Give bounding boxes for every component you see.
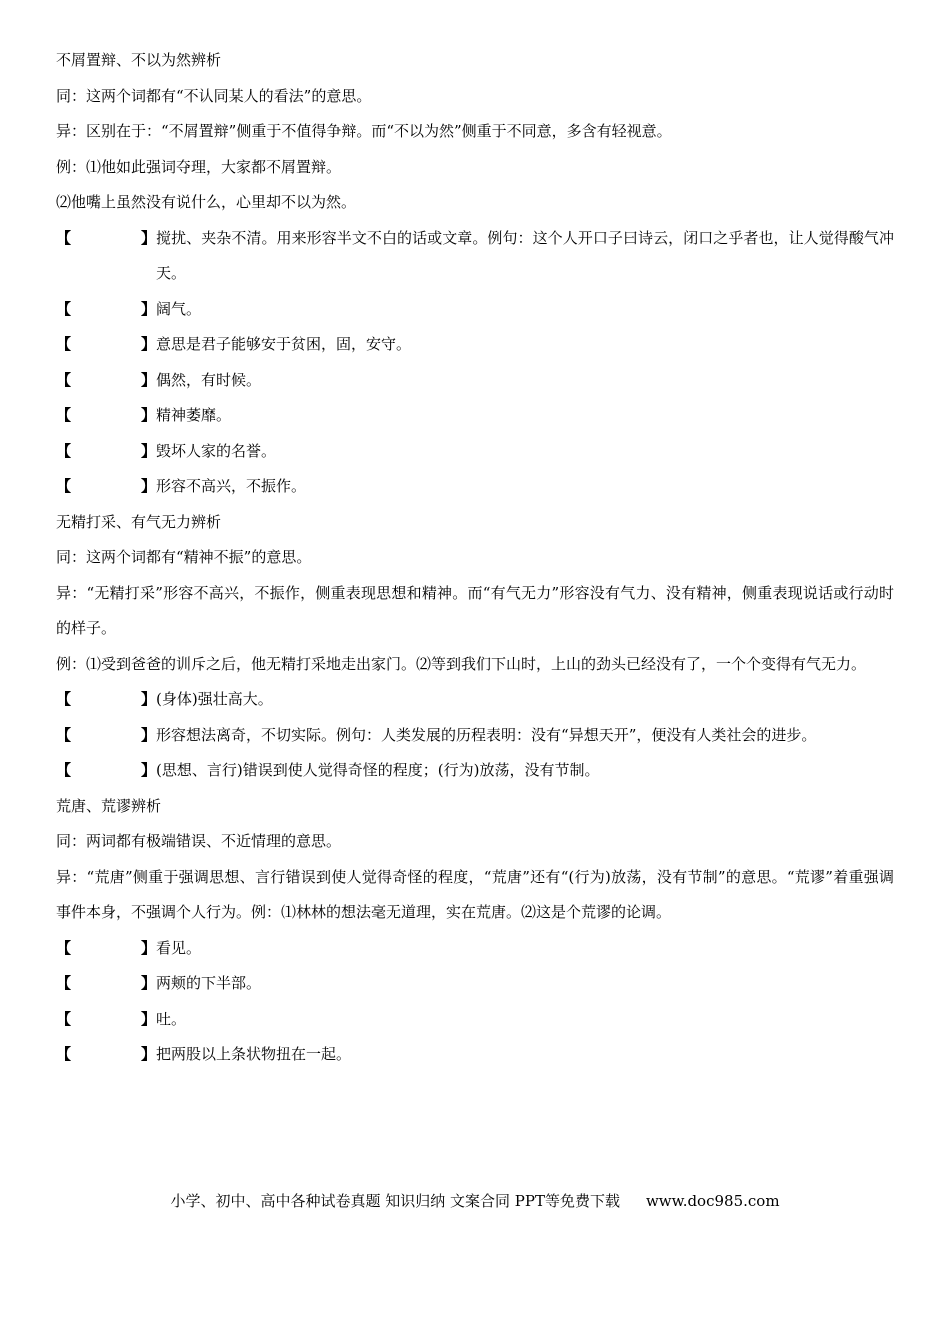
- entry-definition: 两颊的下半部。: [156, 974, 262, 992]
- bracket-open: 【: [56, 370, 72, 389]
- entry-definition: (身体)强壮高大。: [156, 690, 273, 708]
- bracket-open: 【: [56, 1045, 72, 1063]
- fill-in-entry: [56, 221, 894, 292]
- section-title: 荒唐、荒谬辨析: [56, 796, 162, 815]
- bracket-open: 【: [56, 441, 72, 460]
- bracket-open: 【: [56, 477, 72, 495]
- similarity-line: 同：两词都有极端错误、不近情理的意思。: [56, 832, 342, 850]
- entry-definition: 搅扰、夹杂不清。用来形容半文不白的话或文章。例句：这个人开口子曰诗云，闭口之乎者也，让人觉得酸气冲天。: [156, 228, 894, 282]
- difference-line: 异：“无精打采”形容不高兴，不振作，侧重表现思想和精神。而“有气无力”形容没有气力、没有精神，侧重表现说话或行动时的样子。: [56, 583, 894, 637]
- bracket-close: 】: [141, 974, 157, 992]
- bracket-open: 【: [56, 761, 72, 779]
- difference-line: 异：“荒唐”侧重于强调思想、言行错误到使人觉得奇怪的程度，“荒唐”还有“(行为)放荡，没有节制”的意思。“荒谬”着重强调事件本身，不强调个人行为。例：⑴林林的想法毫无道理，实在荒唐。⑵这是个荒谬的论调。: [56, 867, 894, 921]
- difference-line: 异：区别在于：“不屑置辩”侧重于不值得争辩。而“不以为然”侧重于不同意，多含有轻视意。: [56, 122, 672, 140]
- fill-in-entry: [56, 718, 894, 754]
- example-line: 例：⑴受到爸爸的训斥之后，他无精打采地走出家门。⑵等到我们下山时，上山的劲头已经没有了，一个个变得有气无力。: [56, 654, 867, 673]
- fill-in-entry: [56, 292, 894, 328]
- entry-definition: 看见。: [156, 938, 202, 957]
- page-footer: [0, 1186, 950, 1216]
- bracket-open: 【: [56, 228, 72, 247]
- bracket-open: 【: [56, 335, 72, 353]
- example-line: ⑵他嘴上虽然没有说什么，心里却不以为然。: [56, 193, 357, 211]
- bracket-open: 【: [56, 725, 72, 744]
- bracket-close: 】: [141, 299, 157, 318]
- bracket-close: 】: [141, 406, 157, 424]
- entry-definition: 阔气。: [156, 299, 202, 318]
- bracket-open: 【: [56, 690, 72, 708]
- fill-in-entry: [56, 966, 894, 1002]
- entry-definition: (思想、言行)错误到使人觉得奇怪的程度；(行为)放荡，没有节制。: [156, 761, 600, 779]
- fill-in-entry: [56, 931, 894, 967]
- bracket-close: 】: [141, 725, 157, 744]
- document-body: [56, 43, 894, 1073]
- bracket-open: 【: [56, 938, 72, 957]
- entry-definition: 形容不高兴，不振作。: [156, 477, 307, 495]
- bracket-close: 】: [141, 1009, 157, 1028]
- bracket-close: 】: [141, 938, 157, 957]
- similarity-line: 同：这两个词都有“精神不振”的意思。: [56, 548, 312, 566]
- similarity-line: 同：这两个词都有“不认同某人的看法”的意思。: [56, 86, 372, 105]
- entry-definition: 偶然，有时候。: [156, 370, 262, 389]
- fill-in-entry: [56, 1037, 894, 1073]
- fill-in-entry: [56, 363, 894, 399]
- fill-in-entries-group: [56, 221, 894, 505]
- bracket-open: 【: [56, 974, 72, 992]
- fill-in-entry: [56, 1002, 894, 1038]
- bracket-open: 【: [56, 299, 72, 318]
- footer-text: 小学、初中、高中各种试卷真题 知识归纳 文案合同 PPT等免费下载: [170, 1192, 620, 1210]
- entry-definition: 形容想法离奇，不切实际。例句：人类发展的历程表明：没有“异想天开”，便没有人类社会的进步。: [156, 725, 817, 744]
- bracket-close: 】: [141, 477, 157, 495]
- bracket-close: 】: [141, 690, 157, 708]
- bracket-open: 【: [56, 1009, 72, 1028]
- fill-in-entries-group: [56, 931, 894, 1073]
- fill-in-entry: [56, 398, 894, 434]
- section-title: 无精打采、有气无力辨析: [56, 512, 222, 531]
- footer-url: www.doc985.com: [645, 1192, 780, 1210]
- fill-in-entry: [56, 327, 894, 363]
- fill-in-entry: [56, 469, 894, 505]
- fill-in-entries-group: [56, 682, 894, 789]
- entry-definition: 意思是君子能够安于贫困，固，安守。: [156, 335, 412, 353]
- bracket-open: 【: [56, 406, 72, 424]
- entry-definition: 把两股以上条状物扭在一起。: [156, 1045, 352, 1063]
- entry-definition: 吐。: [156, 1009, 187, 1028]
- fill-in-entry: [56, 753, 894, 789]
- entry-definition: 毁坏人家的名誉。: [156, 441, 277, 460]
- fill-in-entry: [56, 682, 894, 718]
- bracket-close: 】: [141, 370, 157, 389]
- example-line: 例：⑴他如此强词夺理，大家都不屑置辩。: [56, 157, 342, 176]
- entry-definition: 精神萎靡。: [156, 406, 232, 424]
- section-title: 不屑置辩、不以为然辨析: [56, 51, 222, 69]
- bracket-close: 】: [141, 441, 157, 460]
- bracket-close: 】: [141, 228, 157, 247]
- bracket-close: 】: [141, 761, 157, 779]
- fill-in-entry: [56, 434, 894, 470]
- bracket-close: 】: [141, 335, 157, 353]
- bracket-close: 】: [141, 1045, 157, 1063]
